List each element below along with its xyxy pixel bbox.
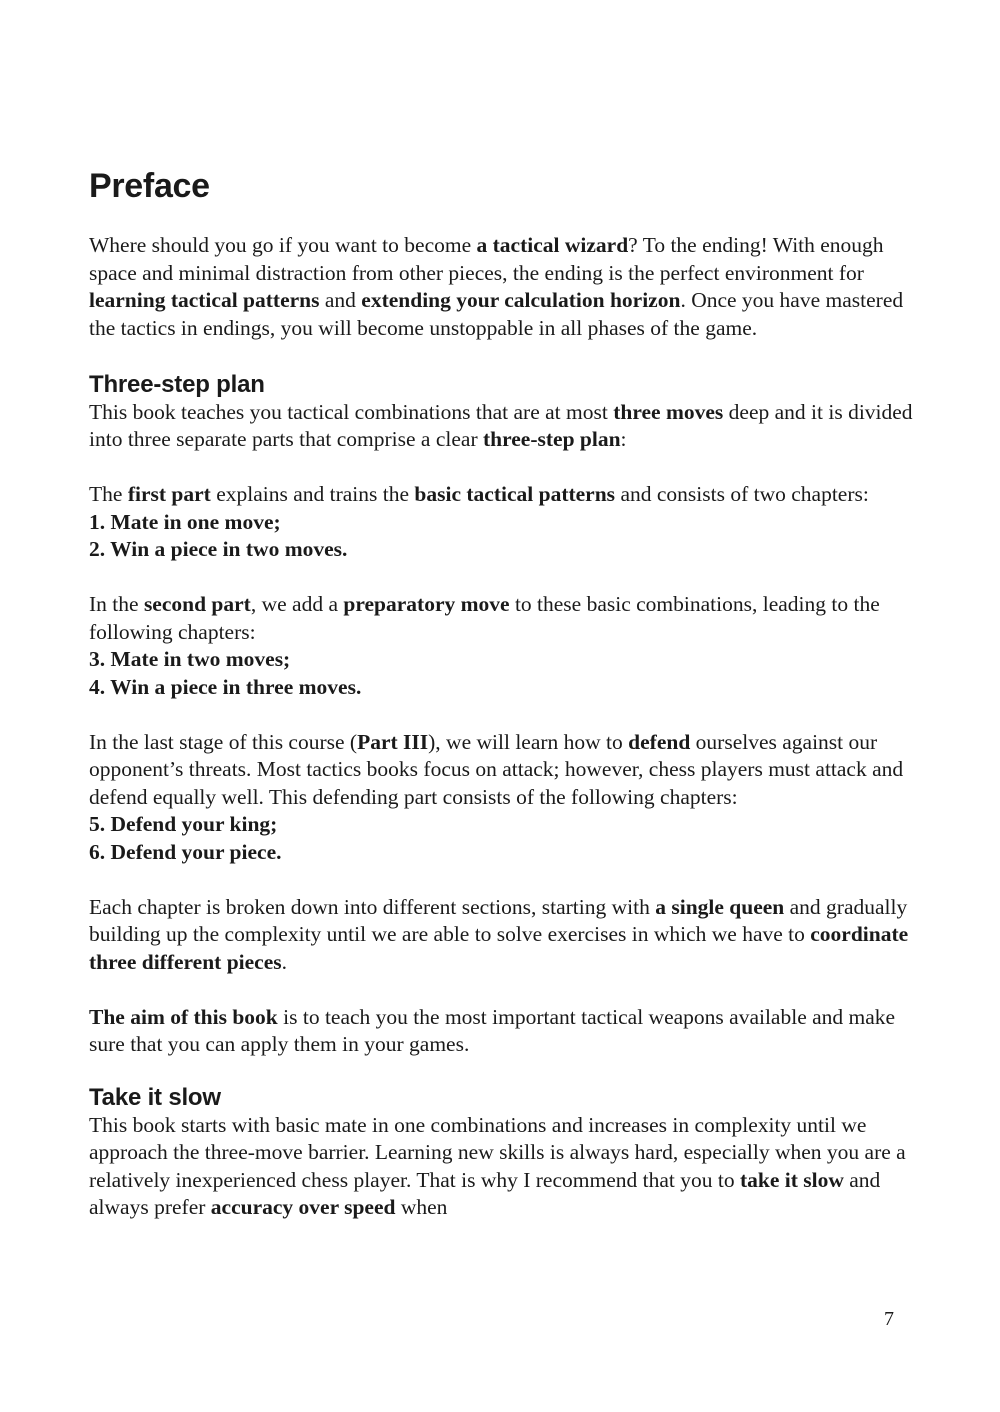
intro-bold-1: a tactical wizard — [476, 233, 629, 257]
s1p2-bold-1: first part — [127, 482, 211, 506]
s1p1-bold-1: three moves — [613, 399, 724, 424]
page-number: 7 — [884, 1308, 894, 1330]
intro-text-2: ? To the ending! With enough space and minimal distraction from other pieces, the ending is the perfect environment for — [89, 233, 884, 285]
chapter-item: 3. Mate in two moves; — [89, 647, 291, 671]
part-three-paragraph — [89, 729, 919, 812]
intro-text-4: . Once you have mastered the tactics in endings, you will become unstoppable in all phases of the game. — [89, 288, 904, 340]
s1p2-text-3: and consists of two chapters: — [615, 482, 869, 506]
s1p5-text-3: . — [281, 949, 288, 974]
chapter-item: 1. Mate in one move; — [89, 509, 281, 534]
first-part-paragraph — [89, 481, 919, 509]
s1p3-text-1: In the — [89, 592, 144, 616]
s1p2-text-2: explains and trains the — [210, 482, 415, 506]
page-content — [89, 166, 919, 1222]
section-heading-three-step-plan: Three-step plan — [89, 370, 265, 398]
s1p6-text-1: is to teach you the most important tactical weapons available and make sure that you can apply them in your games. — [89, 1004, 896, 1056]
s2p1-bold-2: accuracy over speed — [210, 1195, 396, 1219]
s1p1-text-3: : — [620, 427, 627, 451]
paragraph-gap — [89, 701, 919, 729]
intro-text-1: Where should you go if you want to become — [89, 233, 477, 257]
s1p2-bold-2: basic tactical patterns — [414, 482, 616, 506]
chapter-item: 6. Defend your piece. — [89, 839, 282, 864]
aim-paragraph — [89, 1004, 919, 1059]
s1p5-text-2: and gradually building up the complexity until we are able to solve exercises in which we have to — [89, 894, 908, 946]
s1p2-text-1: The — [89, 482, 128, 506]
s1p4-text-3: ourselves against our opponent’s threats. Most tactics books focus on attack; however, chess players must attack and defend equally well. This defending part consists of the following chapters: — [89, 729, 904, 809]
three-step-paragraph — [89, 399, 919, 454]
s1p5-text-1: Each chapter is broken down into different sections, starting with — [89, 894, 656, 919]
s1p5-bold-1: a single queen — [655, 894, 785, 919]
s2p1-bold-1: take it slow — [739, 1167, 844, 1192]
page-title: Preface — [89, 167, 210, 205]
chapter-item: 5. Defend your king; — [89, 812, 278, 836]
chapter-item: 2. Win a piece in two moves. — [89, 537, 348, 561]
s1p1-text-1: This book teaches you tactical combinations that are at most — [89, 399, 614, 424]
intro-bold-3: extending your calculation horizon — [361, 288, 681, 312]
s1p1-bold-2: three-step plan — [482, 427, 621, 451]
paragraph-gap — [89, 564, 919, 592]
intro-bold-2: learning tactical patterns — [89, 288, 320, 312]
s1p3-text-2: , we add a — [250, 592, 344, 616]
s1p4-text-2: ), we will learn how to — [428, 729, 629, 754]
s1p1-text-2: deep and it is divided into three separate parts that comprise a clear — [89, 399, 913, 451]
s1p4-bold-1: Part III — [357, 729, 429, 754]
s1p3-bold-2: preparatory move — [343, 592, 510, 616]
s1p4-text-1: In the last stage of this course ( — [89, 729, 358, 754]
s2p1-text-1: This book starts with basic mate in one combinations and increases in complexity until we approach the three-move barrier. Learning new skills is always hard, especially when you are a relatively inexperienced chess player. That is why I recommend that you to — [89, 1112, 906, 1192]
s1p3-text-3: to these basic combinations, leading to the following chapters: — [89, 592, 880, 644]
s1p3-bold-1: second part — [143, 592, 251, 616]
intro-paragraph — [89, 232, 919, 342]
paragraph-gap — [89, 866, 919, 894]
s1p5-bold-2: coordinate three different pieces — [89, 922, 909, 974]
s1p6-bold-1: The aim of this book — [89, 1004, 278, 1029]
intro-text-3: and — [319, 288, 362, 312]
chapter-item: 4. Win a piece in three moves. — [89, 674, 362, 699]
s2p1-text-3: when — [395, 1195, 448, 1219]
chapter-sections-paragraph — [89, 894, 919, 977]
s2p1-text-2: and always prefer — [89, 1167, 881, 1219]
second-part-paragraph — [89, 591, 919, 646]
take-it-slow-paragraph — [89, 1112, 919, 1222]
s1p4-bold-2: defend — [628, 729, 691, 754]
section-heading-take-it-slow: Take it slow — [89, 1083, 221, 1111]
